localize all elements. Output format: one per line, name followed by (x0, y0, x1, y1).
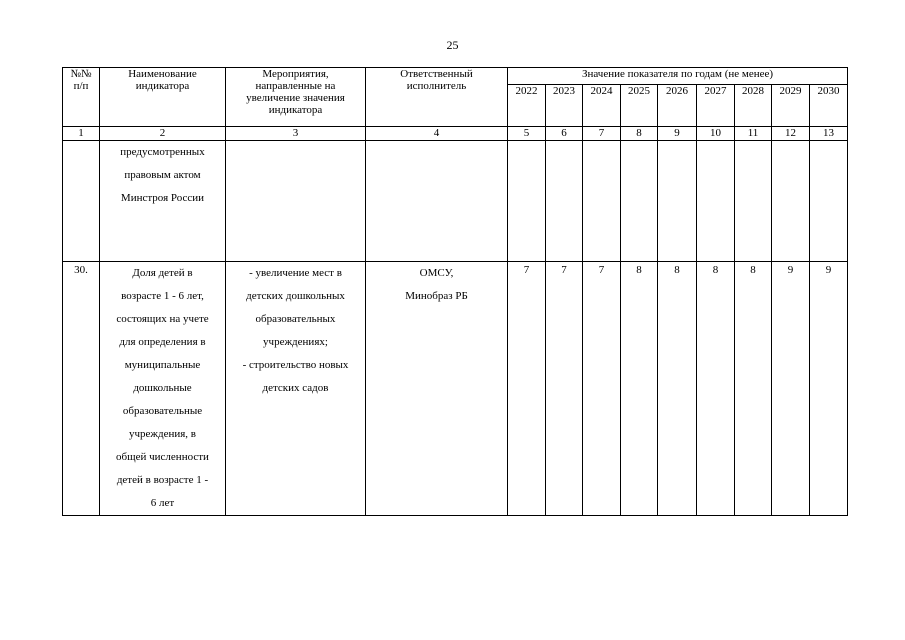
header-year: 2027 (697, 85, 735, 127)
row-value-cell (810, 141, 848, 262)
row-measures-cell (226, 141, 366, 262)
row-name-line: дошкольные (133, 382, 192, 394)
row-name-line: предусмотренных (120, 146, 205, 158)
row-name-line: муниципальные (124, 359, 201, 371)
header-measures (226, 68, 366, 127)
header-year: 2030 (810, 85, 848, 127)
header-responsible-line: Ответственный (400, 68, 473, 80)
row-value-cell: 7 (546, 262, 583, 516)
header-measures-line: направленные на (255, 80, 336, 92)
page-number: 25 (446, 38, 459, 52)
header-year: 2026 (658, 85, 697, 127)
row-name-line: Доля детей в (132, 267, 193, 279)
row-value-cell (658, 141, 697, 262)
row-value-cell (546, 141, 583, 262)
row-num-cell: 30. (63, 262, 100, 516)
row-responsible-line: ОМСУ, (419, 267, 454, 279)
header-year: 2028 (735, 85, 772, 127)
row-measures-line: образовательных (255, 313, 336, 325)
row-name-line: возрасте 1 - 6 лет, (121, 290, 204, 302)
header-year: 2023 (546, 85, 583, 127)
row-value-cell (697, 141, 735, 262)
header-measures-line: увеличение значения (246, 92, 345, 104)
header-measures-line: индикатора (268, 104, 323, 116)
header-responsible (366, 68, 508, 127)
row-name-line: учреждения, в (128, 428, 197, 440)
column-number: 4 (366, 127, 508, 141)
column-number: 8 (621, 127, 658, 141)
header-year: 2024 (583, 85, 621, 127)
indicator-table (62, 67, 848, 516)
row-value-cell (583, 141, 621, 262)
header-name-line: индикатора (135, 80, 190, 92)
row-measures-line: детских дошкольных (246, 290, 345, 302)
column-number: 9 (658, 127, 697, 141)
row-measures-line: учреждениях; (263, 336, 328, 348)
column-number: 7 (583, 127, 621, 141)
table-row (63, 141, 848, 262)
column-number: 10 (697, 127, 735, 141)
row-measures-cell (226, 262, 366, 516)
header-num-line: №№ (70, 68, 92, 80)
header-name-line: Наименование (128, 68, 197, 80)
table-row (63, 262, 848, 516)
row-measures-line: - строительство новых (242, 359, 349, 371)
row-name-line: 6 лет (150, 497, 175, 509)
column-number: 3 (226, 127, 366, 141)
row-name-line: правовым актом (124, 169, 201, 181)
column-number: 5 (508, 127, 546, 141)
row-responsible-cell (366, 262, 508, 516)
row-num-cell (63, 141, 100, 262)
row-name-cell (100, 262, 226, 516)
row-name-line: образовательные (122, 405, 203, 417)
row-value-cell: 8 (621, 262, 658, 516)
row-value-cell (735, 141, 772, 262)
header-values-group: Значение показателя по годам (не менее) (508, 68, 848, 85)
column-number-row (63, 127, 848, 141)
column-number: 6 (546, 127, 583, 141)
row-name-line: состоящих на учете (116, 313, 209, 325)
header-year: 2029 (772, 85, 810, 127)
row-value-cell: 7 (583, 262, 621, 516)
row-name-line: общей численности (116, 451, 209, 463)
header-year: 2025 (621, 85, 658, 127)
row-name-line: Минстроя России (120, 192, 205, 204)
row-value-cell (772, 141, 810, 262)
row-value-cell (621, 141, 658, 262)
row-responsible-cell (366, 141, 508, 262)
row-value-cell: 9 (810, 262, 848, 516)
row-name-line: детей в возрасте 1 - (116, 474, 209, 486)
row-value-cell: 8 (697, 262, 735, 516)
column-number: 13 (810, 127, 848, 141)
row-value-cell: 7 (508, 262, 546, 516)
header-responsible-line: исполнитель (406, 80, 467, 92)
row-value-cell: 8 (735, 262, 772, 516)
row-value-cell: 8 (658, 262, 697, 516)
column-number: 12 (772, 127, 810, 141)
header-name (100, 68, 226, 127)
row-value-cell (508, 141, 546, 262)
row-responsible-line: Минобраз РБ (405, 290, 468, 302)
header-num-line: п/п (73, 80, 89, 92)
column-number: 11 (735, 127, 772, 141)
column-number: 2 (100, 127, 226, 141)
row-measures-line: - увеличение мест в (249, 267, 342, 279)
header-year: 2022 (508, 85, 546, 127)
row-name-line: для определения в (119, 336, 206, 348)
row-name-cell (100, 141, 226, 262)
header-measures-line: Мероприятия, (262, 68, 329, 80)
column-number: 1 (63, 127, 100, 141)
header-num (63, 68, 100, 127)
row-value-cell: 9 (772, 262, 810, 516)
row-measures-line: детских садов (262, 382, 329, 394)
